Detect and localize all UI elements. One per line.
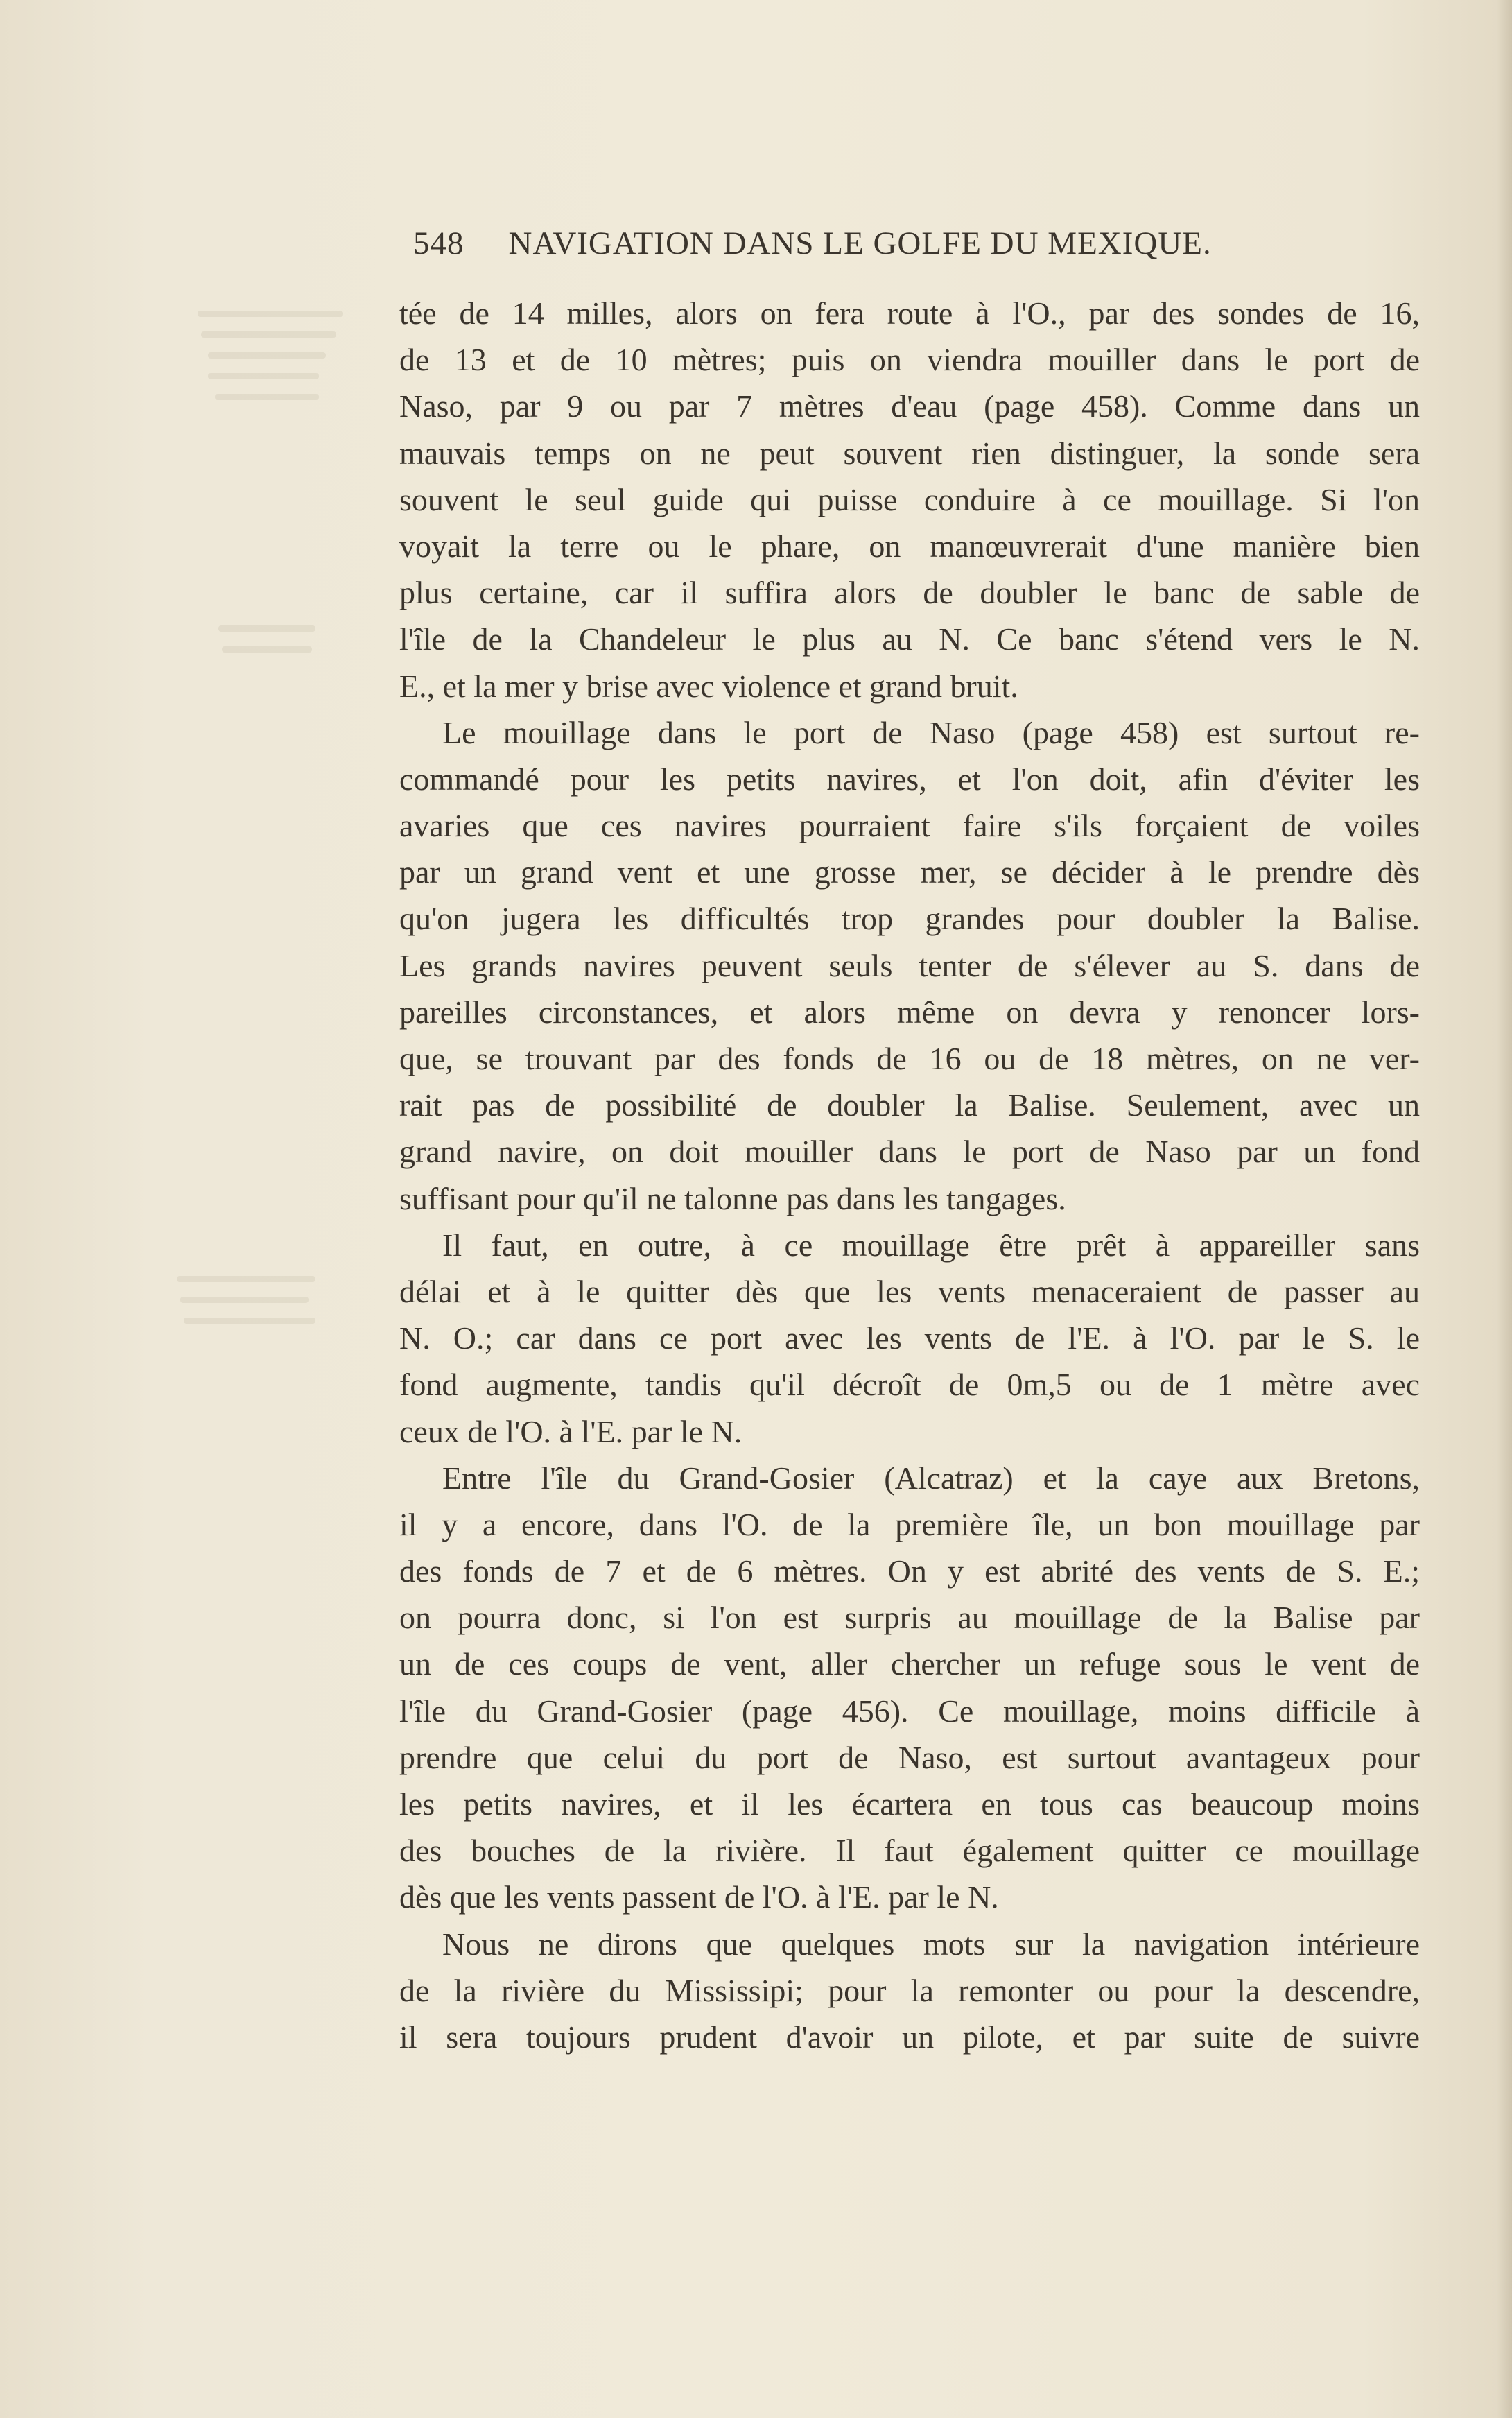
text-line: par un grand vent et une grosse mer, se décider à le prendre dès <box>399 854 1420 890</box>
text-line: on pourra donc, si l'on est surpris au mouillage de la Balise par <box>399 1600 1420 1636</box>
text-line: dès que les vents passent de l'O. à l'E. par le N. <box>399 1879 999 1915</box>
show-through-mark <box>215 394 319 400</box>
show-through-mark <box>208 373 319 379</box>
text-line: des fonds de 7 et de 6 mètres. On y est abrité des vents de S. E.; <box>399 1553 1420 1589</box>
text-line: avaries que ces navires pourraient faire s'ils forçaient de voiles <box>399 808 1420 844</box>
text-line: suffisant pour qu'il ne talonne pas dans les tangages. <box>399 1180 1066 1216</box>
text-line: Les grands navires peuvent seuls tenter de s'élever au S. dans de <box>399 947 1420 983</box>
text-line: Naso, par 9 ou par 7 mètres d'eau (page 458). Comme dans un <box>399 388 1420 424</box>
text-line: délai et à le quitter dès que les vents menaceraient de passer au <box>399 1273 1420 1309</box>
text-line: il sera toujours prudent d'avoir un pilote, et par suite de suivre <box>399 2019 1420 2055</box>
body-text <box>399 290 1420 2060</box>
text-line: prendre que celui du port de Naso, est surtout avantageux pour <box>399 1739 1420 1775</box>
show-through-mark <box>177 1276 315 1282</box>
paragraph-start-line: Nous ne dirons que quelques mots sur la navigation intérieure <box>442 1926 1420 1962</box>
show-through-mark <box>198 311 343 317</box>
page-edge-shadow <box>1497 0 1512 2418</box>
text-line: qu'on jugera les difficultés trop grandes pour doubler la Balise. <box>399 901 1420 937</box>
show-through-mark <box>218 625 315 632</box>
text-line: l'île de la Chandeleur le plus au N. Ce banc s'étend vers le N. <box>399 621 1420 657</box>
text-line: mauvais temps on ne peut souvent rien distinguer, la sonde sera <box>399 435 1420 471</box>
paragraph-start-line: Le mouillage dans le port de Naso (page 458) est surtout re- <box>442 714 1420 750</box>
text-line: fond augmente, tandis qu'il décroît de 0m,5 ou de 1 mètre avec <box>399 1367 1420 1403</box>
text-line: un de ces coups de vent, aller chercher un refuge sous le vent de <box>399 1646 1420 1682</box>
text-line: plus certaine, car il suffira alors de doubler le banc de sable de <box>399 575 1420 611</box>
show-through-mark <box>184 1318 315 1324</box>
text-line: ceux de l'O. à l'E. par le N. <box>399 1413 742 1449</box>
text-line: de 13 et de 10 mètres; puis on viendra mouiller dans le port de <box>399 342 1420 378</box>
text-line: il y a encore, dans l'O. de la première île, un bon mouillage par <box>399 1506 1420 1542</box>
text-line: rait pas de possibilité de doubler la Balise. Seulement, avec un <box>399 1087 1420 1123</box>
paragraph-start-line: Entre l'île du Grand-Gosier (Alcatraz) et la caye aux Bretons, <box>442 1460 1420 1496</box>
show-through-mark <box>201 331 336 338</box>
text-line: E., et la mer y brise avec violence et grand bruit. <box>399 668 1018 704</box>
running-header <box>413 225 1411 262</box>
running-title: NAVIGATION DANS LE GOLFE DU MEXIQUE. <box>508 225 1212 261</box>
text-line: grand navire, on doit mouiller dans le port de Naso par un fond <box>399 1134 1420 1170</box>
text-line: N. O.; car dans ce port avec les vents de l'E. à l'O. par le S. le <box>399 1320 1420 1356</box>
text-line: pareilles circonstances, et alors même on devra y renoncer lors- <box>399 994 1420 1030</box>
page-number: 548 <box>413 225 464 261</box>
text-line: commandé pour les petits navires, et l'on doit, afin d'éviter les <box>399 761 1420 797</box>
show-through-mark <box>208 352 326 359</box>
text-line: l'île du Grand-Gosier (page 456). Ce mouillage, moins difficile à <box>399 1693 1420 1729</box>
text-line: voyait la terre ou le phare, on manœuvrerait d'une manière bien <box>399 528 1420 564</box>
text-line: que, se trouvant par des fonds de 16 ou de 18 mètres, on ne ver- <box>399 1041 1420 1076</box>
text-line: souvent le seul guide qui puisse conduire à ce mouillage. Si l'on <box>399 481 1420 517</box>
text-line: des bouches de la rivière. Il faut également quitter ce mouillage <box>399 1833 1420 1869</box>
text-line: tée de 14 milles, alors on fera route à l'O., par des sondes de 16, <box>399 295 1420 331</box>
show-through-mark <box>180 1297 309 1303</box>
text-line: les petits navires, et il les écartera en tous cas beaucoup moins <box>399 1786 1420 1822</box>
text-line: de la rivière du Mississipi; pour la remonter ou pour la descendre, <box>399 1972 1420 2008</box>
show-through-mark <box>222 646 312 653</box>
paragraph-start-line: Il faut, en outre, à ce mouillage être prêt à appareiller sans <box>442 1227 1420 1263</box>
